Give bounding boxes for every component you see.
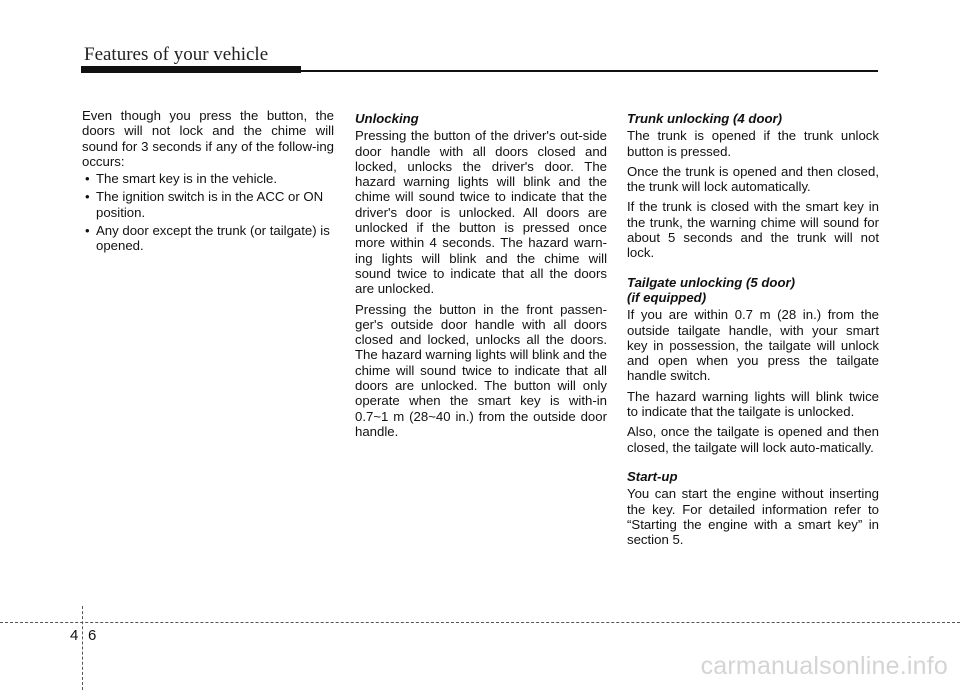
text-column-3 [627, 111, 879, 552]
paragraph: If the trunk is closed with the smart key in the trunk, the warning chime will sound for about 5 seconds and the trunk will not lock. [627, 199, 879, 261]
section-heading-unlocking: Unlocking [355, 111, 419, 126]
paragraph: If you are within 0.7 m (28 in.) from the outside tailgate handle, with your smart key in possession, the tailgate will unlock and open when you press the tailgate handle switch. [627, 307, 879, 384]
watermark-text: carmanualsonline.info [700, 652, 948, 680]
conditions-list [82, 171, 334, 253]
footer-dashed-rule [0, 622, 960, 623]
text-column-2 [355, 111, 607, 444]
list-item: • The smart key is in the vehicle. [82, 171, 334, 186]
chapter-number: 4 [70, 627, 79, 644]
section-heading-tailgate-unlocking [627, 275, 879, 306]
intro-paragraph: Even though you press the button, the doors will not lock and the chime will sound for 3 seconds if any of the follow-ing occurs: [82, 108, 334, 169]
heading-line: (if equipped) [627, 289, 707, 305]
paragraph: The trunk is opened if the trunk unlock button is pressed. [627, 128, 879, 159]
page-number: 6 [88, 627, 97, 644]
paragraph: Pressing the button of the driver's out-side door handle with all doors closed and locked, unlocks the driver's door. The hazard warning lights will blink and the chime will sound twice to indicate that the driver's door is unlocked. All doors are unlocked if the button is pressed once more within 4 seconds. The hazard warn-ing lights will blink and the chime will sound twice to indicate that all the doors are unlocked. [355, 128, 607, 297]
paragraph: Also, once the tailgate is opened and then closed, the tailgate will lock auto-matically. [627, 424, 879, 455]
paragraph: The hazard warning lights will blink twice to indicate that the tailgate is unlocked. [627, 388, 879, 420]
heading-line: Tailgate unlocking (5 door) [627, 274, 796, 290]
paragraph: You can start the engine without inserting the key. For detailed information refer to “Starting the engine with a smart key” in section 5. [627, 486, 879, 548]
section-heading-start-up: Start-up [627, 468, 678, 484]
footer-vertical-rule [82, 606, 83, 690]
header-rule-thin [300, 70, 878, 72]
section-heading-trunk-unlocking: Trunk unlocking (4 door) [627, 111, 783, 126]
paragraph: Pressing the button in the front passen-ger's outside door handle with all doors closed and locked, unlocks all the doors. The hazard warning lights will blink and the chime will sound twice to indicate that all doors are unlocked. The button will only operate when the smart key is with-in 0.7~1 m (28~40 in.) from the outside door handle. [355, 301, 607, 439]
paragraph: Once the trunk is opened and then closed, the trunk will lock automatically. [627, 163, 879, 195]
page-header-title: Features of your vehicle [84, 44, 269, 65]
text-column-1 [82, 108, 334, 257]
list-item: • Any door except the trunk (or tailgate) is opened. [82, 223, 334, 254]
header-rule-thick [81, 66, 301, 73]
list-item: • The ignition switch is in the ACC or ON position. [82, 189, 334, 220]
